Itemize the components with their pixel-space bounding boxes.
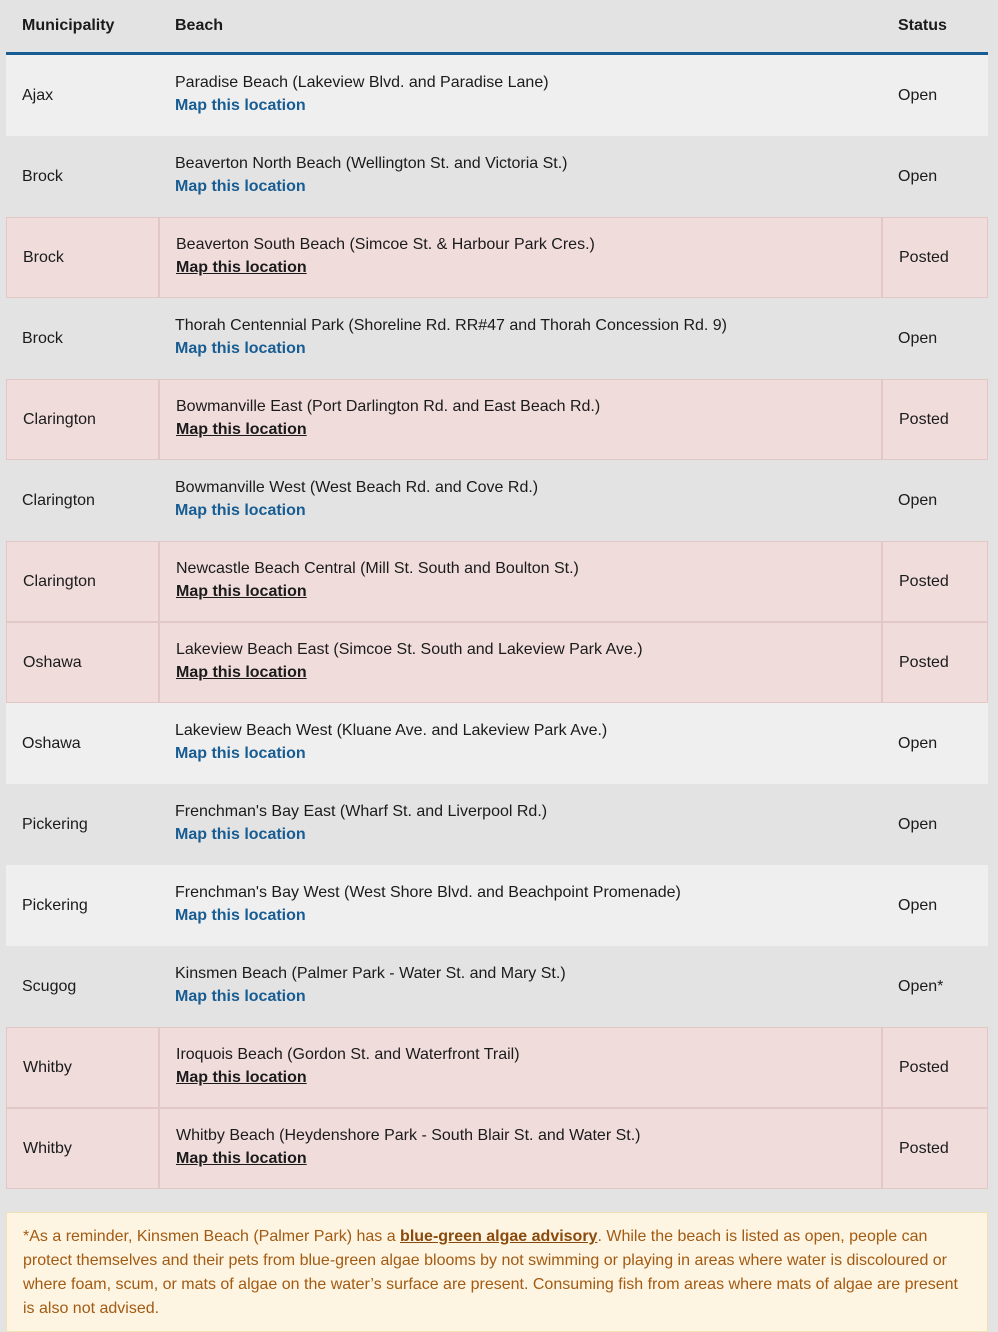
map-location-link[interactable]: Map this location [176,1068,307,1086]
algae-advisory-link[interactable]: blue-green algae advisory [400,1228,598,1245]
map-location-link[interactable]: Map this location [176,582,307,600]
municipality-cell [6,55,159,136]
municipality-cell [6,217,159,298]
municipality-name: Clarington [23,572,96,590]
municipality-cell [6,379,159,460]
municipality-name: Scugog [22,977,77,995]
municipality-name: Whitby [23,1139,72,1157]
beach-cell [159,55,882,136]
beach-name: Bowmanville West (West Beach Rd. and Cove Rd.) [175,478,539,496]
beach-name: Iroquois Beach (Gordon St. and Waterfront Trail) [176,1045,520,1063]
status-cell [882,379,988,460]
status-value: Open [898,167,938,185]
beach-name: Kinsmen Beach (Palmer Park - Water St. and Mary St.) [175,964,566,982]
municipality-name: Brock [22,167,63,185]
beach-cell [159,865,882,946]
municipality-cell [6,136,159,217]
status-value: Posted [899,410,949,428]
municipality-name: Brock [22,329,63,347]
table-row [6,379,988,460]
beach-cell [159,703,882,784]
beach-cell [159,541,882,622]
header-beach: Beach [175,17,224,34]
beach-name: Thorah Centennial Park (Shoreline Rd. RR#47 and Thorah Concession Rd. 9) [175,316,728,334]
status-cell [882,946,988,1027]
map-location-link[interactable]: Map this location [176,1149,307,1167]
map-location-link[interactable]: Map this location [175,339,306,357]
beach-name: Paradise Beach (Lakeview Blvd. and Paradise Lane) [175,73,549,91]
table-row [6,865,988,946]
status-value: Posted [899,572,949,590]
municipality-cell [6,298,159,379]
table-row [6,703,988,784]
status-cell [882,136,988,217]
status-value: Open [898,734,938,752]
table-row [6,217,988,298]
map-location-link[interactable]: Map this location [175,825,306,843]
algae-advisory-note [6,1212,988,1332]
municipality-cell [6,703,159,784]
municipality-name: Brock [23,248,64,266]
status-value: Posted [899,248,949,266]
municipality-name: Pickering [22,815,88,833]
beach-name: Frenchman's Bay East (Wharf St. and Liverpool Rd.) [175,802,548,820]
status-cell [882,541,988,622]
municipality-name: Clarington [23,410,96,428]
table-body [6,55,988,1189]
table-row [6,460,988,541]
status-cell [882,784,988,865]
municipality-name: Ajax [22,86,54,104]
status-cell [882,1027,988,1108]
beach-cell [159,460,882,541]
beach-cell [159,1027,882,1108]
status-cell [882,865,988,946]
map-location-link[interactable]: Map this location [175,906,306,924]
map-location-link[interactable]: Map this location [176,663,307,681]
beach-cell [159,784,882,865]
municipality-name: Pickering [22,896,88,914]
status-cell [882,217,988,298]
municipality-cell [6,946,159,1027]
status-cell [882,298,988,379]
note-prefix: *As a reminder, Kinsmen Beach (Palmer Park) has a [23,1228,401,1245]
table-header [6,0,988,55]
table-row [6,1027,988,1108]
map-location-link[interactable]: Map this location [175,177,306,195]
status-cell [882,622,988,703]
table-row [6,622,988,703]
beach-cell [159,136,882,217]
status-cell [882,460,988,541]
status-value: Open [898,896,938,914]
map-location-link[interactable]: Map this location [175,501,306,519]
municipality-cell [6,460,159,541]
beach-cell [159,622,882,703]
status-value: Posted [899,653,949,671]
table-row [6,298,988,379]
table-row [6,541,988,622]
map-location-link[interactable]: Map this location [176,420,307,438]
status-value: Posted [899,1139,949,1157]
table-row [6,136,988,217]
table-row [6,55,988,136]
map-location-link[interactable]: Map this location [175,987,306,1005]
municipality-name: Clarington [22,491,95,509]
beach-name: Beaverton South Beach (Simcoe St. & Harbour Park Cres.) [176,235,595,253]
municipality-cell [6,865,159,946]
beach-name: Beaverton North Beach (Wellington St. and Victoria St.) [175,154,568,172]
status-value: Open [898,329,938,347]
status-cell [882,1108,988,1189]
beach-name: Lakeview Beach West (Kluane Ave. and Lakeview Park Ave.) [175,721,608,739]
table-row [6,946,988,1027]
beach-cell [159,379,882,460]
status-value: Open [898,815,938,833]
beach-cell [159,1108,882,1189]
beach-name: Frenchman's Bay West (West Shore Blvd. and Beachpoint Promenade) [175,883,681,901]
beach-name: Bowmanville East (Port Darlington Rd. and East Beach Rd.) [176,397,601,415]
status-value: Posted [899,1058,949,1076]
map-location-link[interactable]: Map this location [176,258,307,276]
municipality-cell [6,1027,159,1108]
beach-name: Newcastle Beach Central (Mill St. South and Boulton St.) [176,559,579,577]
municipality-name: Oshawa [22,734,81,752]
map-location-link[interactable]: Map this location [175,96,306,114]
beach-status-table [6,0,988,1189]
municipality-cell [6,1108,159,1189]
status-cell [882,55,988,136]
status-cell [882,703,988,784]
municipality-name: Oshawa [23,653,82,671]
status-value: Open* [898,977,944,995]
beach-name: Lakeview Beach East (Simcoe St. South and Lakeview Park Ave.) [176,640,643,658]
beach-cell [159,298,882,379]
note-suffix: . While the beach is listed as open, people can protect themselves and their pets from blue-green algae blooms by not swimming or playing in areas where water is discoloured or where foam, scum, or mats of algae on the water’s surface are present. Consuming fish from areas where mats of algae are present is also not advised. [23,1228,958,1317]
status-value: Open [898,86,938,104]
table-row [6,784,988,865]
municipality-cell [6,622,159,703]
municipality-cell [6,541,159,622]
beach-cell [159,217,882,298]
map-location-link[interactable]: Map this location [175,744,306,762]
table-row [6,1108,988,1189]
municipality-name: Whitby [23,1058,72,1076]
beach-name: Whitby Beach (Heydenshore Park - South Blair St. and Water St.) [176,1126,641,1144]
header-status: Status [898,17,947,34]
beach-cell [159,946,882,1027]
status-value: Open [898,491,938,509]
municipality-cell [6,784,159,865]
header-municipality: Municipality [22,17,115,34]
